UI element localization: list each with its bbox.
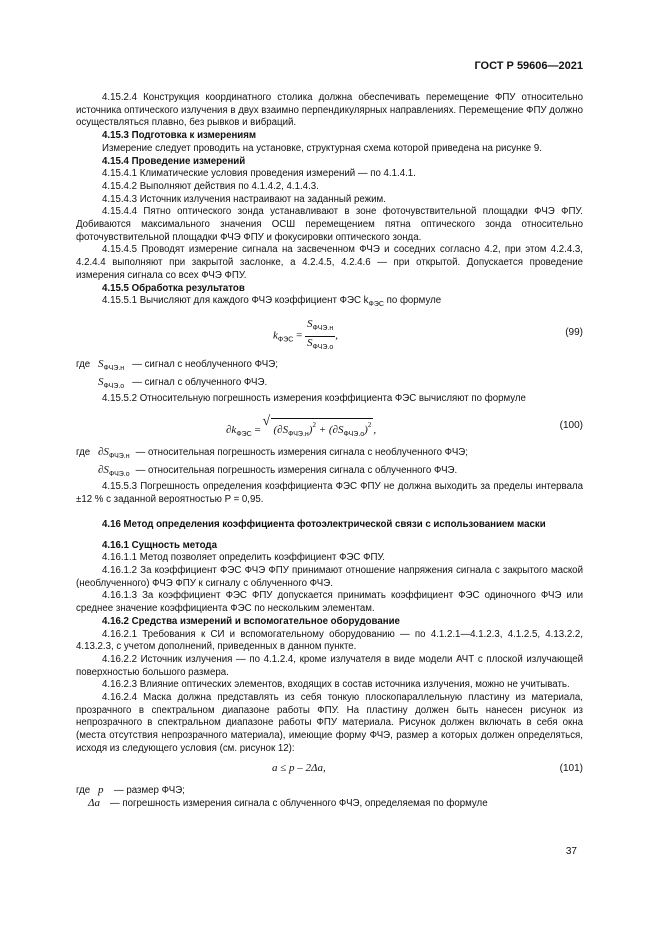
where-101-1-symbol: p (98, 783, 104, 796)
formula-100-lhs: ∂k (226, 424, 237, 437)
where-100-2-text: — относительная погрешность измерения сигнала с облученного ФЧЭ. (135, 464, 458, 476)
formula-101-expression: a ≤ p – 2Δa, (272, 761, 326, 774)
where-word: где (76, 358, 91, 370)
paragraph-4-15-4-3: 4.15.4.3 Источник излучения настраивают на заданный режим. (102, 193, 386, 205)
where-100-2-sub: ФЧЭ.о (108, 470, 130, 478)
where-101-1-text: — размер ФЧЭ; (114, 784, 185, 796)
formula-101-number: (101) (559, 762, 583, 774)
where-101-2-text: — погрешность измерения сигнала с облученного ФЧЭ, определяемая по формуле (110, 798, 488, 810)
paragraph-4-16-2-1: 4.16.2.1 Требования к СИ и вспомогательному оборудованию — по 4.1.2.1—4.1.2.3, 4.1.2.5, 4.13.2.2, 4.13.2.3, с учетом дополнений, приведенных в данном пункте. (76, 628, 583, 653)
heading-4-16: 4.16 Метод определения коэффициента фотоэлектрической связи с использованием маски (102, 518, 546, 530)
document-body (76, 92, 583, 811)
formula-99-lhs-sub: ФЭС (277, 336, 294, 344)
where-word: где (76, 784, 91, 796)
where-101-2-symbol: Δa (88, 797, 100, 810)
paragraph-4-15-5-2: 4.15.5.2 Относительную погрешность измерения коэффициента ФЭС вычисляют по формуле (102, 393, 526, 405)
paragraph-4-16-2-4: 4.16.2.4 Маска должна представлять из себя тонкую плоскопараллельную пластину из материала, прозрачного в спектральном диапазоне работы ФПУ. На пластину должен быть нанесен рисунок из непрозрачного в спектральном диапазоне работы ФПУ материала. Рисунок должен включать в себя окна (места отсутствия непрозрачного материала), имеющие форму ФЧЭ, размер a которых должен определяться, исходя из следующего условия (см. рисунок 12): (76, 692, 583, 754)
where-99-1-sub: ФЧЭ.н (103, 364, 125, 372)
where-100-2-symbol: ∂S (98, 463, 109, 476)
paragraph-4-15-5-1-sub: ФЭС (368, 301, 384, 309)
paragraph-4-15-5-1 (76, 295, 583, 312)
heading-4-16-2: 4.16.2 Средства измерений и вспомогательное оборудование (102, 615, 400, 627)
formula-99-lhs: k (273, 329, 278, 342)
formula-99-num-sub: ФЧЭ.н (312, 324, 334, 332)
where-99-2-symbol: S (98, 375, 104, 388)
where-99-1-symbol: S (98, 357, 104, 370)
paragraph-4-16-2-2: 4.16.2.2 Источник излучения — по 4.1.2.4, кроме излучателя в виде модели АЧТ с плоской излучающей поверхностью большого размера. (76, 653, 583, 678)
formula-100 (76, 408, 583, 442)
paragraph-4-16-1-1: 4.16.1.1 Метод позволяет определить коэффициент ФЭС ФПУ. (102, 552, 385, 564)
formula-99 (76, 314, 583, 354)
formula-100-term1: ∂S (277, 424, 289, 437)
where-99-2-sub: ФЧЭ.о (103, 382, 125, 390)
paragraph-4-16-1-2: 4.16.1.2 За коэффициент ФЭС ФЧЭ ФПУ принимают отношение напряжения сигнала с закрытого маской (необлученного) ФЧЭ ФПУ к сигналу с облученного ФЧЭ. (76, 564, 583, 589)
formula-100-term2-sub: ФЧЭ.о (343, 431, 365, 439)
formula-100-expression: $\partial k_{ФЭС}$ = √ $(\partial S_{ФЧЭ.н})^2 + (\partial S_{ФЧЭ.о})^2$ , (226, 418, 376, 442)
where-block-101 (76, 784, 583, 811)
where-row-100-2 (76, 464, 583, 482)
paragraph-4-15-2-4: 4.15.2.4 Конструкция координатного столика должна обеспечивать перемещение ФПУ относительно источника оптического излучения в двух взаимно перпендикулярных направлениях. Перемещение ФПУ должно осуществляться плавно, без рывков и вибраций. (76, 92, 583, 129)
where-block-100 (76, 446, 583, 481)
where-row-101-1 (76, 784, 583, 798)
where-word: где (76, 447, 91, 459)
formula-100-term2: ∂S (332, 424, 344, 437)
where-row-99-2 (76, 376, 583, 394)
where-row-101-2 (76, 797, 583, 811)
heading-4-15-4: 4.15.4 Проведение измерений (102, 155, 246, 167)
paragraph-4-15-3: Измерение следует проводить на установке, структурная схема которой приведена на рисунке 9. (102, 142, 542, 154)
paragraph-4-15-4-4: 4.15.4.4 Пятно оптического зонда устанавливают в зоне фоточувствительной площадки ФЧЭ ФПУ. Добиваются максимального значения ОСШ перемещением пятна оптического зонда относительно фоточувствительной площадки ФЧЭ ФПУ и фокусировки оптического зонда. (76, 206, 583, 243)
formula-99-den: S (307, 336, 313, 349)
paragraph-4-15-4-1: 4.15.4.1 Климатические условия проведения измерений — по 4.1.4.1. (102, 168, 416, 180)
paragraph-4-16-1-3: 4.16.1.3 За коэффициент ФЭС ФПУ допускается принимать коэффициент ФЭС одиночного ФЧЭ или среднее значение коэффициента ФЭС по нескольким элементам. (76, 590, 583, 615)
where-100-1-sub: ФЧЭ.н (108, 453, 130, 461)
paragraph-4-15-4-2: 4.15.4.2 Выполняют действия по 4.1.4.2, 4.1.4.3. (102, 180, 319, 192)
formula-100-term1-sub: ФЧЭ.н (288, 431, 309, 439)
page-number: 37 (565, 846, 577, 857)
where-99-2-text: — сигнал с облученного ФЧЭ. (132, 376, 268, 388)
heading-4-16-1: 4.16.1 Сущность метода (102, 539, 217, 551)
where-100-1-text: — относительная погрешность измерения сигнала с необлученного ФЧЭ; (135, 447, 468, 459)
where-100-1-symbol: ∂S (98, 446, 109, 459)
heading-4-15-5: 4.15.5 Обработка результатов (102, 282, 245, 294)
formula-99-num: S (307, 317, 313, 330)
paragraph-4-15-5-1-tail: по формуле (383, 295, 442, 307)
formula-99-number: (99) (565, 326, 583, 338)
where-row-99-1 (76, 358, 583, 376)
heading-4-15-3: 4.15.3 Подготовка к измерениям (102, 130, 257, 142)
paragraph-4-16-2-3: 4.16.2.3 Влияние оптических элементов, входящих в состав источника излучения, можно не учитывать. (102, 679, 570, 691)
where-99-1-text: — сигнал с необлученного ФЧЭ; (132, 358, 278, 370)
formula-100-number: (100) (559, 420, 583, 432)
formula-101 (76, 758, 583, 780)
standard-header: ГОСТ Р 59606—2021 (474, 60, 583, 72)
formula-99-expression: $k_{ФЭС}$ = $\frac{S_{ФЧЭ.н}}{S_{ФЧЭ.о}}$ , (273, 318, 338, 354)
where-block-99 (76, 358, 583, 393)
formula-100-lhs-sub: ФЭС (236, 431, 252, 439)
paragraph-4-15-5-1-text: 4.15.5.1 Вычисляют для каждого ФЧЭ коэффициент ФЭС k (102, 295, 369, 307)
formula-99-den-sub: ФЧЭ.о (312, 343, 334, 351)
where-row-100-1 (76, 446, 583, 464)
formula-99-fraction (305, 318, 335, 354)
formula-100-sqrt: √ $(\partial S_{ФЧЭ.н})^2 + (\partial S_{ФЧЭ.о})^2$ (271, 418, 373, 442)
paragraph-4-15-5-3: 4.15.5.3 Погрешность определения коэффициента ФЭС ФПУ не должна выходить за пределы интервала ±12 % с заданной вероятностью P = 0,95. (76, 481, 583, 506)
paragraph-4-15-4-5: 4.15.4.5 Проводят измерение сигнала на засвеченном ФЧЭ и соседних согласно 4.2, при этом 4.2.4.3, 4.2.4.4 выполняют при закрытой заслонке, а 4.2.4.5, 4.2.4.6 — при открытой. Допускается проведение измерения сигнала со всех ФЧЭ ФПУ. (76, 244, 583, 281)
